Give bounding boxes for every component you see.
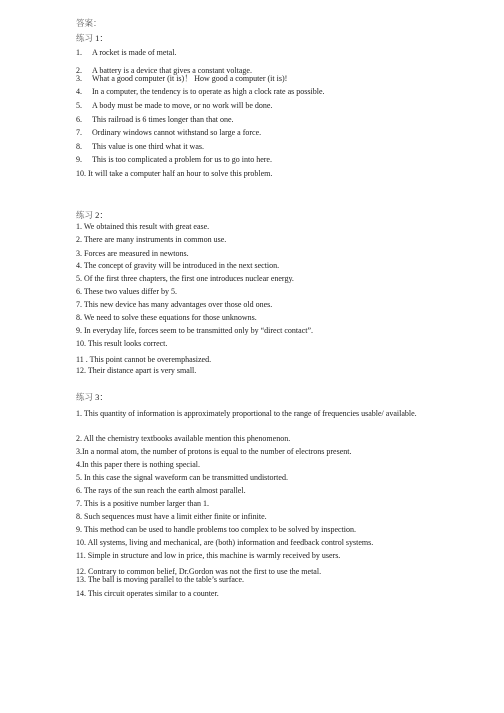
item-number: 2. <box>76 66 82 75</box>
item-number: 4. <box>76 261 82 270</box>
item-number: 5. <box>76 101 82 110</box>
section-2-number: 2： <box>95 210 108 220</box>
item-text: A rocket is made of metal. <box>92 48 177 57</box>
item-text: What a good computer (it is)！ How good a computer (it is)! <box>92 74 288 83</box>
item-number: 8. <box>76 313 82 322</box>
item-text: Of the first three chapters, the first one introduces nuclear energy. <box>84 274 294 283</box>
item-number: 2. <box>76 434 82 443</box>
item-number: 1. <box>76 222 82 231</box>
s1-item-4 <box>76 87 436 97</box>
s3-item-3 <box>76 447 436 457</box>
section-3-title <box>76 392 108 403</box>
s3-item-7 <box>76 499 436 509</box>
section-2-label: 练习 <box>76 210 94 220</box>
s3-item-4 <box>76 460 436 470</box>
item-text: The ball is moving parallel to the table’s surface. <box>87 575 245 584</box>
item-number: 14. <box>76 589 86 598</box>
section-1-number: 1： <box>95 33 108 43</box>
item-text: This method can be used to handle problems too complex to be solved by inspection. <box>83 525 357 534</box>
item-text: Their distance apart is very small. <box>87 366 197 375</box>
item-text: It will take a computer half an hour to solve this problem. <box>88 169 273 178</box>
s2-item-11 <box>76 355 436 365</box>
item-text: This is too complicated a problem for us to go into here. <box>92 155 272 164</box>
s3-item-1 <box>76 406 438 421</box>
section-3-label: 练习 <box>76 392 94 402</box>
s3-item-13 <box>76 575 436 585</box>
item-text: This point cannot be overemphasized. <box>89 355 212 364</box>
s1-item-7 <box>76 128 436 138</box>
s1-item-9 <box>76 155 436 165</box>
s2-item-12 <box>76 366 436 376</box>
item-text: These two values differ by 5. <box>83 287 178 296</box>
item-number: 11. <box>76 551 86 560</box>
s3-item-14 <box>76 589 436 599</box>
item-text: In everyday life, forces seem to be transmitted only by “direct contact”. <box>84 326 314 335</box>
item-text: Such sequences must have a limit either finite or infinite. <box>84 512 267 521</box>
item-text: Forces are measured in newtons. <box>84 249 189 258</box>
item-text: This value is one third what it was. <box>92 142 204 151</box>
s2-item-10 <box>76 339 436 349</box>
item-number: 1. <box>76 409 82 418</box>
s3-item-5 <box>76 473 436 483</box>
item-number: 6. <box>76 115 82 124</box>
item-number: 7. <box>76 300 82 309</box>
section-3-number: 3： <box>95 392 108 402</box>
item-number: 12. <box>76 366 86 375</box>
item-number: 6. <box>76 287 82 296</box>
section-1-title <box>76 33 108 44</box>
item-text: In this case the signal waveform can be transmitted undistorted. <box>84 473 288 482</box>
section-1-label: 练习 <box>76 33 94 43</box>
item-number: 10. <box>76 169 86 178</box>
s2-item-2 <box>76 235 436 245</box>
item-number: 9. <box>76 525 82 534</box>
s2-item-8 <box>76 313 436 323</box>
item-text: This quantity of information is approximately proportional to the range of frequencies usable/ available. <box>83 409 417 418</box>
item-number: 13. <box>76 575 86 584</box>
item-number: 7. <box>76 499 82 508</box>
item-text: Simple in structure and low in price, this machine is warmly received by users. <box>87 551 341 560</box>
answer-heading: 答案： <box>76 18 102 28</box>
item-text: This is a positive number larger than 1. <box>83 499 210 508</box>
item-number: 4. <box>76 460 82 469</box>
s3-item-11 <box>76 551 436 561</box>
section-2-title <box>76 210 108 221</box>
item-number: 6. <box>76 486 82 495</box>
item-text: Ordinary windows cannot withstand so large a force. <box>92 128 262 137</box>
item-text: There are many instruments in common use. <box>83 235 227 244</box>
item-number: 9. <box>76 326 82 335</box>
s1-item-5 <box>76 101 436 111</box>
item-number: 11 . <box>76 355 88 364</box>
item-number: 5. <box>76 473 82 482</box>
item-text: A battery is a device that gives a constant voltage. <box>92 66 252 75</box>
item-text: In this paper there is nothing special. <box>82 460 200 469</box>
s2-item-6 <box>76 287 436 297</box>
item-number: 10. <box>76 538 86 547</box>
item-text: The concept of gravity will be introduced in the next section. <box>83 261 280 270</box>
s3-item-9 <box>76 525 436 535</box>
item-number: 8. <box>76 512 82 521</box>
s3-item-2 <box>76 434 436 444</box>
item-text: All systems, living and mechanical, are (both) information and feedback control systems. <box>87 538 374 547</box>
item-number: 10. <box>76 339 86 348</box>
s3-item-10 <box>76 538 436 548</box>
item-number: 4. <box>76 87 82 96</box>
item-number: 3. <box>76 249 82 258</box>
item-number: 12. <box>76 567 86 576</box>
item-number: 3. <box>76 447 82 456</box>
s1-item-8 <box>76 142 436 152</box>
s3-item-8 <box>76 512 436 522</box>
item-text: A body must be made to move, or no work will be done. <box>92 101 273 110</box>
item-number: 1. <box>76 48 82 57</box>
s2-item-3 <box>76 249 436 259</box>
item-number: 3. <box>76 74 82 83</box>
s1-item-6 <box>76 115 436 125</box>
item-number: 9. <box>76 155 82 164</box>
s1-item-1 <box>76 48 436 58</box>
item-text: This circuit operates similar to a counter. <box>87 589 219 598</box>
item-number: 2. <box>76 235 82 244</box>
s2-item-5 <box>76 274 436 284</box>
item-text: In a normal atom, the number of protons is equal to the number of electrons present. <box>82 447 352 456</box>
s2-item-7 <box>76 300 436 310</box>
item-text: Contrary to common belief, Dr.Gordon was not the first to use the metal. <box>88 567 322 576</box>
s2-item-1 <box>76 222 436 232</box>
item-text: This new device has many advantages over those old ones. <box>83 300 273 309</box>
item-text: We obtained this result with great ease. <box>83 222 210 231</box>
item-text: In a computer, the tendency is to operate as high a clock rate as possible. <box>92 87 325 96</box>
s2-item-9 <box>76 326 436 336</box>
s3-item-6 <box>76 486 436 496</box>
item-text: The rays of the sun reach the earth almost parallel. <box>83 486 246 495</box>
item-text: All the chemistry textbooks available mention this phenomenon. <box>83 434 291 443</box>
s1-item-3 <box>76 74 436 84</box>
item-number: 7. <box>76 128 82 137</box>
item-text: We need to solve these equations for those unknowns. <box>83 313 257 322</box>
item-number: 8. <box>76 142 82 151</box>
item-number: 5. <box>76 274 82 283</box>
s1-item-10 <box>76 169 436 179</box>
item-text: This result looks correct. <box>87 339 168 348</box>
s2-item-4 <box>76 261 436 271</box>
item-text: This railroad is 6 times longer than that one. <box>92 115 234 124</box>
